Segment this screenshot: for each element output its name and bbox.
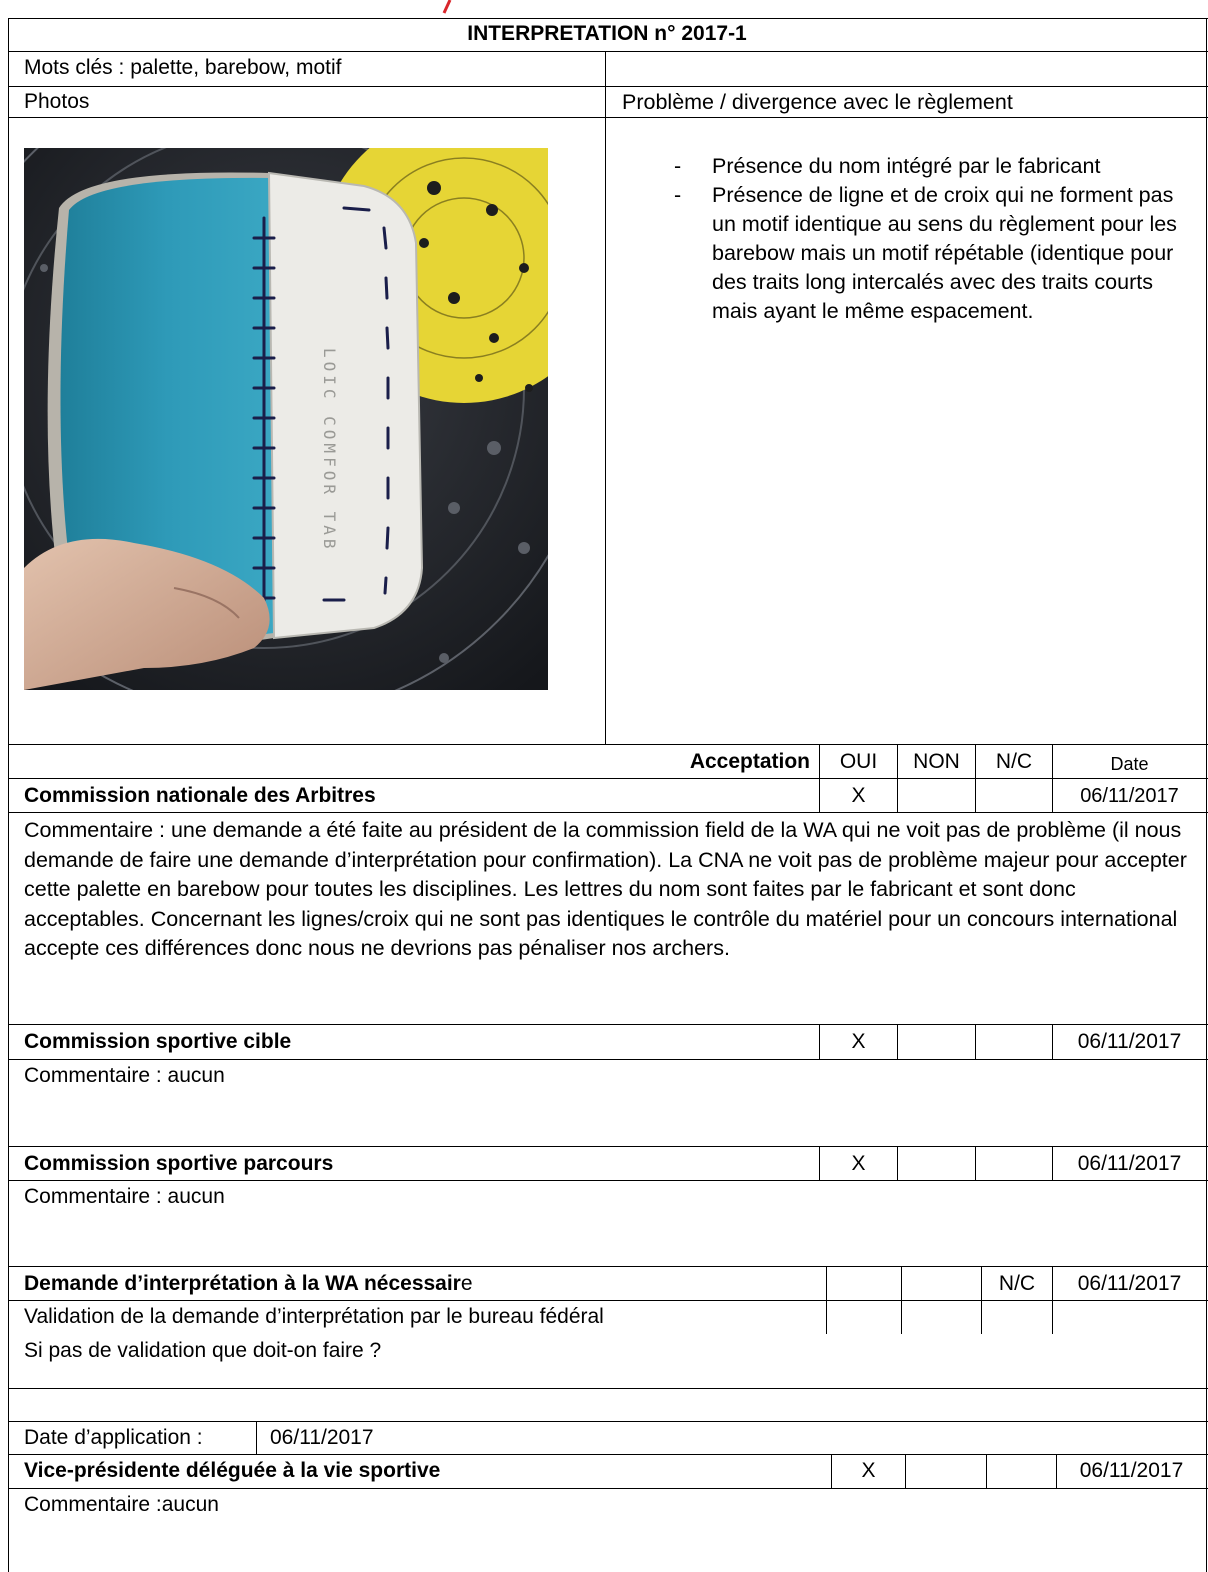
document-title: INTERPRETATION n° 2017-1: [467, 22, 747, 45]
wa-request-nc: N/C: [998, 1272, 1036, 1295]
acceptance-label: Acceptation: [689, 750, 810, 773]
parcours-name: Commission sportive parcours: [24, 1152, 334, 1175]
problem-header: Problème / divergence avec le règlement: [622, 90, 1013, 114]
cible-oui-mark: X: [851, 1030, 866, 1053]
cible-name: Commission sportive cible: [24, 1030, 292, 1053]
problem-item: - Présence de ligne et de croix qui ne forment pas un motif identique au sens du règlement pour les barebow mais un motif répétable (identique pour des traits long intercalés avec des traits courts mais ayant le même espacement.: [662, 181, 1198, 326]
finger-tab-photo: [24, 148, 548, 690]
vp-name: Vice-présidente déléguée à la vie sportive: [24, 1459, 441, 1482]
red-pen-mark: [436, 0, 456, 16]
validation-label: Validation de la demande d’interprétation par le bureau fédéral: [24, 1305, 604, 1328]
parcours-date: 06/11/2017: [1077, 1152, 1182, 1175]
cible-comment: Commentaire : aucun: [24, 1064, 225, 1087]
problem-item: - Présence du nom intégré par le fabricant: [662, 152, 1198, 181]
problem-list: [662, 152, 1198, 326]
col-non: NON: [913, 750, 960, 773]
parcours-oui-mark: X: [851, 1152, 866, 1175]
cna-comment: Commentaire : une demande a été faite au président de la commission field de la WA qui ne voit pas de problème (il nous demande de faire une demande d’interprétation pour confirmation). La CNA ne voit pas de problème majeur pour accepter cette palette en barebow pour toutes les disciplines. Les lettres du nom sont faites par le fabricant et sont donc acceptables. Concernant les lignes/croix qui ne sont pas identiques le contrôle du matériel pour un concours international accepte ces différences donc nous ne devrions pas pénaliser nos archers.: [24, 818, 1187, 960]
tab-imprint-text: LOIC COMFOR TAB: [320, 348, 339, 553]
keywords: Mots clés : palette, barebow, motif: [24, 56, 342, 79]
cible-date: 06/11/2017: [1077, 1030, 1182, 1053]
col-nc: N/C: [995, 750, 1033, 773]
vp-comment: Commentaire :aucun: [24, 1493, 219, 1516]
wa-request-name: [24, 1271, 473, 1297]
cna-date: 06/11/2017: [1080, 785, 1179, 807]
no-validation-question: Si pas de validation que doit-on faire ?: [24, 1339, 382, 1362]
vp-date: 06/11/2017: [1079, 1459, 1184, 1482]
photos-header: Photos: [24, 90, 90, 113]
application-label: Date d’application :: [24, 1426, 203, 1449]
vp-oui-mark: X: [861, 1459, 876, 1482]
cna-oui-mark: X: [851, 784, 866, 807]
parcours-comment: Commentaire : aucun: [24, 1185, 225, 1208]
col-date: Date: [1110, 754, 1149, 774]
col-oui: OUI: [839, 750, 878, 773]
cna-name: Commission nationale des Arbitres: [24, 784, 376, 807]
wa-request-date: 06/11/2017: [1077, 1272, 1182, 1295]
wa-request-tail: e: [460, 1272, 473, 1295]
application-date: 06/11/2017: [270, 1426, 374, 1449]
wa-request-bold: Demande d’interprétation à la WA nécessair: [24, 1272, 461, 1295]
